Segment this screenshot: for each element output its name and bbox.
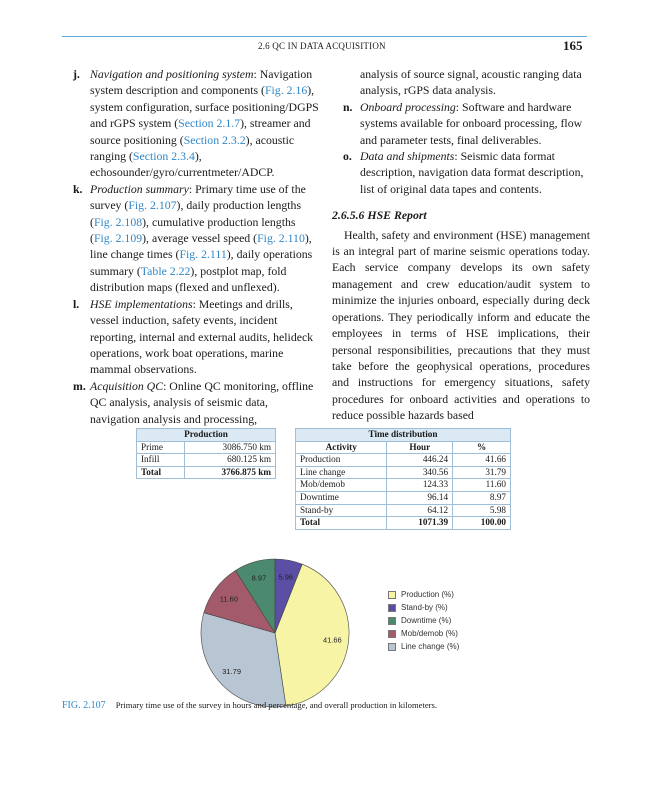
list-item-l	[62, 296, 320, 378]
text-run: marine mammal observations.	[90, 345, 284, 377]
table-cell: Prime	[137, 441, 185, 454]
legend-label: Production (%)	[401, 590, 454, 599]
pie-slice-label: 5.96	[278, 572, 294, 582]
table-title: Production	[137, 429, 276, 442]
list-item-m-continuation	[332, 66, 590, 99]
text-run: description, list of original data tapes and	[360, 165, 584, 196]
running-title: 2.6 QC IN DATA ACQUISITION	[258, 41, 386, 51]
table-row	[296, 491, 511, 504]
section-heading: 2.6.5.6 HSE Report	[332, 208, 427, 223]
figure-link[interactable]: Fig. 2.111	[179, 247, 227, 262]
list-item-o	[332, 148, 590, 197]
pie-chart	[190, 548, 360, 718]
table-cell: 41.66	[453, 454, 511, 467]
list-marker: l.	[73, 296, 80, 311]
section-link[interactable]: Section 2.3.4	[132, 149, 195, 164]
list-marker: m.	[73, 378, 86, 393]
text-run: Navigation system description and	[90, 67, 313, 98]
text-run: the survey (	[90, 181, 306, 213]
text-run: and rGPS system (	[90, 116, 179, 131]
list-term: Data and shipments	[360, 149, 455, 164]
figure-link[interactable]: Fig. 2.109	[93, 231, 143, 246]
column-header: Activity	[296, 441, 387, 454]
list-item-j: j. Navigation and positioning system: Navigation system description and components (Fig. 2.16), system configuration, surface positioning/DGPS and rGPS system (Section 2.1.7), streamer and source positioning (Section 2.3.2), acoustic ranging (Section 2.3.4), echosounder/gyro/currentmeter/ADCP.	[73, 67, 319, 180]
body-paragraph: Health, safety and environment (HSE) management is an integral part of marine seismic operations today. Each service company develops its own safety management and crew education/audit system to minimize the injuries onboard, especially during deck operations. They periodically inform and educate the employees in terms of HSE implications, their personal responsibilities, precautions that they must take before the geophysical operations, procedures and instructions for emergency situations, safety procedures for onboard activities and operations to reduce possible hazards based	[332, 227, 590, 423]
table-cell: 446.24	[387, 454, 453, 467]
table-row	[296, 454, 511, 467]
right-column	[332, 66, 590, 424]
text-run: data analysis, rGPS data analysis.	[360, 67, 582, 98]
text-run: ),	[190, 263, 198, 278]
legend-swatch	[388, 617, 396, 625]
pie-slice-label: 31.79	[222, 667, 242, 677]
text-run: : Software and hardware	[455, 99, 572, 114]
list-item-k	[62, 181, 320, 296]
table-row	[137, 454, 276, 467]
figure-link[interactable]: Fig. 2.108	[93, 214, 143, 229]
table-cell: Mob/demob	[296, 479, 387, 492]
table-row	[296, 517, 511, 530]
list-marker: j.	[73, 67, 80, 81]
page-number: 165	[563, 38, 583, 53]
table-cell: Total	[137, 466, 185, 479]
list-term: Production summary	[90, 181, 189, 196]
table-cell: 31.79	[453, 466, 511, 479]
text-run: : Primary time use of	[188, 181, 289, 196]
figure-link[interactable]: Fig. 2.16	[264, 83, 308, 98]
text-run: data, navigation analysis and processing,	[90, 395, 268, 426]
legend-swatch	[388, 591, 396, 599]
text-run: postplot map, fold distribution maps	[90, 263, 287, 295]
table-row	[137, 466, 276, 479]
pie-chart-svg	[190, 548, 360, 718]
legend-label: Downtime (%)	[401, 616, 452, 625]
legend-label: Stand-by (%)	[401, 603, 448, 612]
text-run: description, navigation data format	[360, 165, 526, 180]
table-title: Time distribution	[296, 429, 511, 442]
section-link[interactable]: Section 2.1.7	[178, 116, 241, 131]
table-cell: Downtime	[296, 491, 387, 504]
table-cell: Infill	[137, 454, 185, 467]
figure-label: FIG. 2.107	[62, 700, 106, 711]
legend-item	[388, 640, 459, 653]
text-run: analysis of source signal, acoustic ranging	[360, 67, 560, 81]
text-run: helideck operations, work boat operations,	[90, 329, 314, 360]
legend-item	[388, 627, 459, 640]
list-term: HSE implementations	[90, 296, 193, 311]
text-run: ), daily production	[176, 198, 265, 213]
list-term: Navigation and positioning system	[90, 67, 254, 81]
column-header: Hour	[387, 441, 453, 454]
table-cell: Line change	[296, 466, 387, 479]
time-distribution-table	[295, 428, 511, 530]
text-run: configuration, surface positioning/DGPS	[125, 99, 319, 114]
text-run: contents.	[499, 181, 542, 196]
text-run: (flexed and unflexed).	[175, 280, 280, 295]
table-cell: 3086.750 km	[185, 441, 276, 454]
table-cell: 1071.39	[387, 517, 453, 530]
column-header: %	[453, 441, 511, 454]
caption-text: Primary time use of the survey in hours and percentage, and overall production in kilometers.	[115, 700, 438, 710]
figure-link[interactable]: Fig. 2.107	[128, 198, 177, 213]
table-row	[296, 479, 511, 492]
text-run: (	[253, 231, 258, 246]
text-run: ),	[226, 247, 234, 262]
table-link[interactable]: Table 2.22	[140, 263, 191, 278]
table-row	[296, 504, 511, 517]
legend-swatch	[388, 630, 396, 638]
table-cell: 680.125 km	[185, 454, 276, 467]
left-column	[62, 66, 320, 427]
legend-label: Line change (%)	[401, 642, 460, 651]
legend-swatch	[388, 643, 396, 651]
text-run: ), average vessel speed	[142, 231, 251, 246]
list-term: Acquisition QC	[90, 378, 164, 393]
pie-slice-label: 11.60	[219, 594, 238, 604]
legend-label: Mob/demob (%)	[401, 629, 458, 638]
header-rule	[62, 36, 587, 37]
table-row	[137, 441, 276, 454]
legend-item	[388, 588, 459, 601]
table-cell: Total	[296, 517, 387, 530]
table-cell: 11.60	[453, 479, 511, 492]
text-run: lengths (	[90, 198, 302, 229]
table-cell: 3766.875 km	[185, 466, 276, 479]
legend-swatch	[388, 604, 396, 612]
text-run: : Seismic data format	[454, 149, 555, 164]
text-run: ),	[245, 132, 253, 147]
text-run: : Meetings and drills,	[192, 296, 293, 311]
table-cell: Production	[296, 454, 387, 467]
table-cell: 8.97	[453, 491, 511, 504]
text-run: ), system	[90, 83, 315, 114]
list-item-m	[62, 378, 320, 427]
list-item-n	[332, 99, 590, 148]
chart-legend	[388, 588, 459, 653]
table-row	[296, 466, 511, 479]
text-run: ), cumulative production	[142, 214, 259, 229]
production-table	[136, 428, 276, 479]
text-run: : Online QC monitoring,	[163, 378, 280, 393]
text-run: daily operations summary (	[90, 247, 313, 278]
text-run: ), line change times (	[90, 231, 312, 262]
table-cell: 340.56	[387, 466, 453, 479]
table-cell: 96.14	[387, 491, 453, 504]
text-run: components (	[201, 83, 265, 98]
text-run: acoustic ranging (	[90, 132, 295, 164]
text-run: lengths (	[90, 214, 296, 246]
text-run: ), streamer	[240, 116, 291, 131]
legend-item	[388, 601, 459, 614]
text-run: flow and parameter tests, final deliverables.	[360, 116, 583, 147]
table-cell: 64.12	[387, 504, 453, 517]
text-run: vessel induction, safety events, incident	[90, 313, 278, 328]
table-header-row	[296, 441, 511, 454]
list-term: Onboard processing	[360, 99, 456, 114]
list-marker: n.	[343, 99, 353, 114]
figure-link[interactable]: Fig. 2.110	[257, 231, 305, 246]
table-cell: 100.00	[453, 517, 511, 530]
text-run: and source positioning (	[90, 116, 311, 147]
table-cell: 5.98	[453, 504, 511, 517]
text-run: echosounder/gyro/currentmeter/ADCP.	[90, 165, 275, 180]
pie-slice-label: 41.66	[322, 635, 342, 645]
text-run: offline QC analysis, analysis of seismic	[90, 378, 314, 410]
list-marker: o.	[343, 149, 352, 164]
figure-caption	[62, 700, 437, 711]
text-run: systems available for onboard processing,	[360, 116, 558, 131]
table-cell: Stand-by	[296, 504, 387, 517]
pie-slice-label: 8.97	[251, 573, 267, 583]
table-cell: 124.33	[387, 479, 453, 492]
section-link[interactable]: Section 2.3.2	[183, 132, 246, 147]
list-marker: k.	[73, 181, 83, 196]
text-run: reporting, internal and external audits,	[90, 329, 271, 344]
legend-item	[388, 614, 459, 627]
text-run: ),	[194, 149, 202, 164]
